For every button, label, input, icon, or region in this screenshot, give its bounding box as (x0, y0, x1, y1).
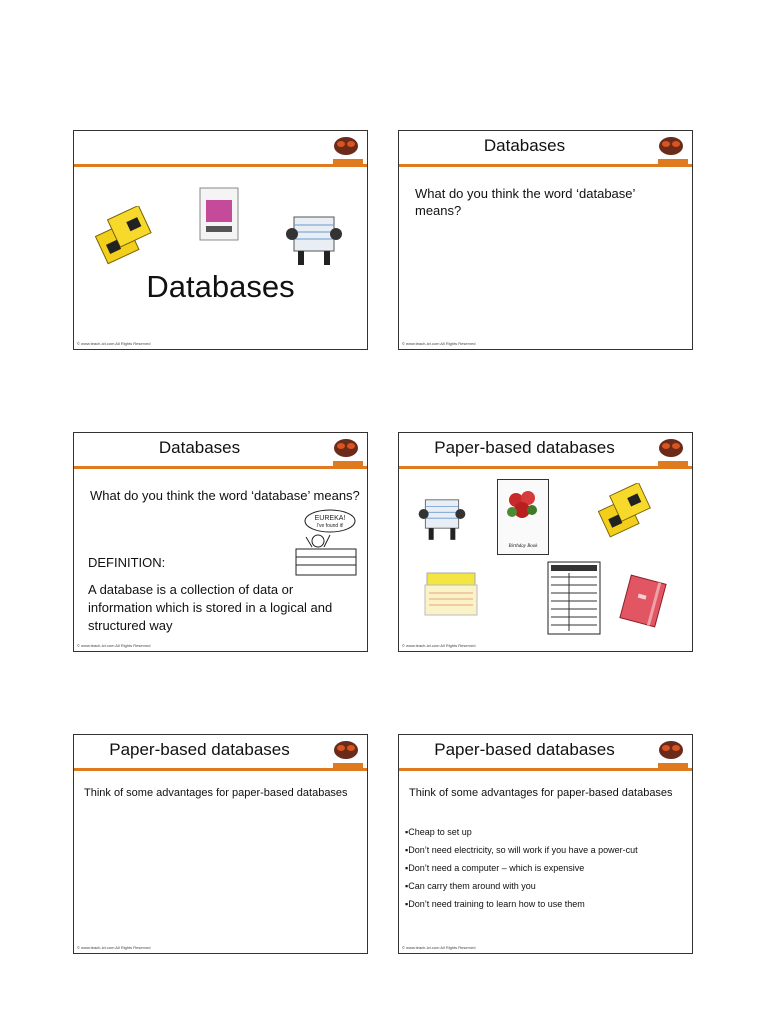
list-item: ▪Don’t need training to learn how to use them (405, 899, 585, 909)
svg-text:EUREKA!: EUREKA! (314, 515, 346, 522)
slide-title: Paper-based databases (434, 438, 615, 457)
list-item: ▪Don’t need electricity, so will work if you have a power-cut (405, 845, 638, 855)
butterfly-logo-icon (328, 435, 364, 467)
definition-label: DEFINITION: (88, 555, 166, 570)
question-text: What do you think the word ‘database’ means? (90, 488, 360, 503)
slide-footer: © www.teach-ict.com All Rights Reserved (77, 643, 151, 648)
question-text: What do you think the word ‘database’ means? (415, 186, 635, 218)
slide-title: Paper-based databases (109, 740, 290, 759)
list-item: ▪Cheap to set up (405, 827, 472, 837)
slide-3 (73, 432, 368, 652)
advantages-list (405, 827, 652, 917)
eureka-cartoon-image (290, 507, 364, 581)
butterfly-logo-icon (653, 435, 689, 467)
printed-form-image (547, 561, 601, 635)
slide-title: Databases (483, 136, 566, 155)
notebook-image (613, 571, 673, 631)
slide-title: Databases (146, 269, 295, 304)
slide-footer: © www.teach-ict.com All Rights Reserved (77, 341, 151, 346)
birthday-book-caption: Birthday Book (508, 544, 538, 549)
slide-6 (398, 734, 693, 954)
header-rule (74, 164, 367, 167)
slide-footer: © www.teach-ict.com All Rights Reserved (402, 643, 476, 648)
zip-disks-image (92, 206, 158, 266)
slide-footer: © www.teach-ict.com All Rights Reserved (402, 945, 476, 950)
slide-footer: © www.teach-ict.com All Rights Reserved (77, 945, 151, 950)
butterfly-logo-icon (653, 737, 689, 769)
svg-text:I’ve found it!: I’ve found it! (316, 523, 344, 529)
header-rule (399, 466, 692, 469)
butterfly-logo-icon (653, 133, 689, 165)
prompt-text: Think of some advantages for paper-based databases (409, 787, 673, 799)
access-box-image (198, 186, 242, 242)
slide-title: Databases (158, 438, 241, 457)
list-item: ▪Can carry them around with you (405, 881, 536, 891)
butterfly-logo-icon (328, 133, 364, 165)
flower-bouquet-icon (504, 488, 542, 528)
prompt-text: Think of some advantages for paper-based databases (84, 787, 348, 799)
slide-2 (398, 130, 693, 350)
birthday-book-image (497, 479, 549, 555)
definition-text: A database is a collection of data or information which is stored in a logical and structured way (88, 582, 333, 633)
index-cards-image (423, 569, 483, 627)
rolodex-image (284, 199, 344, 269)
list-item: ▪Don’t need a computer – which is expensive (405, 863, 585, 873)
zip-disks-image (591, 483, 661, 539)
header-rule (399, 768, 692, 771)
header-rule (399, 164, 692, 167)
slide-4 (398, 432, 693, 652)
header-rule (74, 768, 367, 771)
slide-1 (73, 130, 368, 350)
slide-5 (73, 734, 368, 954)
slide-title: Paper-based databases (434, 740, 615, 759)
header-rule (74, 466, 367, 469)
rolodex-image (417, 481, 467, 547)
slide-footer: © www.teach-ict.com All Rights Reserved (402, 341, 476, 346)
butterfly-logo-icon (328, 737, 364, 769)
